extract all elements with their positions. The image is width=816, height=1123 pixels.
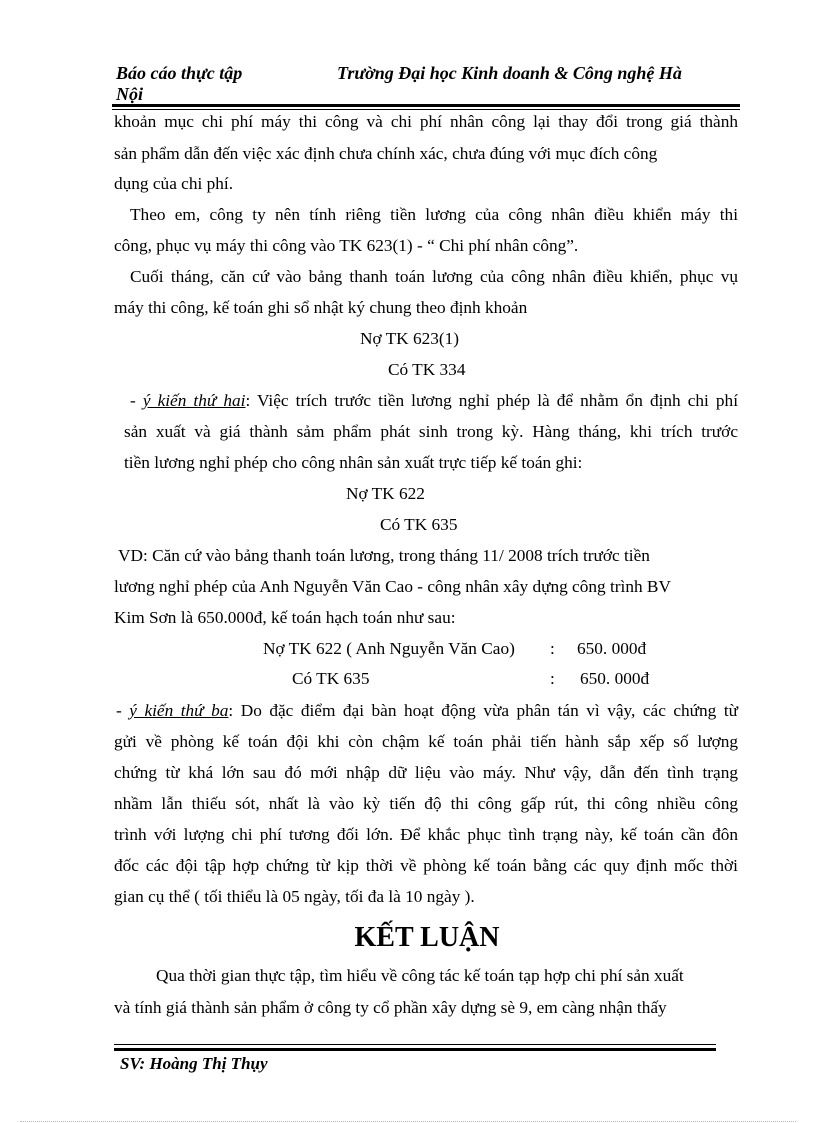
conclusion-line: và tính giá thành sản phẩm ở công ty cổ phần xây dựng sè 9, em càng nhận thấy [114,998,667,1017]
header-rule-thin [112,109,740,110]
example-line: lương nghỉ phép của Anh Nguyễn Văn Cao - công nhân xây dựng công trình BV [114,577,671,596]
body-line: sản xuất và giá thành sảm phẩm phát sinh trong kỳ. Hàng tháng, khi trích trước [124,422,738,441]
body-line: trình với lượng chi phí tương đối lớn. Để khắc phục tình trạng này, kế toán cần đôn [114,825,738,844]
footer-rule-thin [114,1044,716,1045]
body-line: Cuối tháng, căn cứ vào bảng thanh toán lương của công nhân điều khiển, phục vụ [130,267,738,286]
journal-credit-colon: : [550,669,555,688]
body-line: đốc các đội tập hợp chứng từ kịp thời về phòng kế toán bằng các quy định mốc thời [114,856,738,875]
opinion-two-label: ý kiến thứ hai [142,391,246,410]
example-line: Kim Sơn là 650.000đ, kế toán hạch toán như sau: [114,608,456,627]
header-rule-thick [112,104,740,107]
body-line: công, phục vụ máy thi công vào TK 623(1) - “ Chi phí nhân công”. [114,236,579,255]
body-line: gửi về phòng kế toán đội khi còn chậm kế toán phải tiến hành sắp xếp số lượng [114,732,738,751]
journal-debit-entry: Nợ TK 622 [346,484,425,503]
body-line: Theo em, công ty nên tính riêng tiền lương của công nhân điều khiển máy thi [130,205,738,224]
journal-debit-entry: Nợ TK 623(1) [360,329,460,348]
journal-credit-amount: 650. 000đ [580,669,650,688]
body-line: sản phẩm dẫn đến việc xác định chưa chính xác, chưa đúng với mục đích công [114,144,658,163]
header-report-title-cont: Nội [116,84,143,104]
body-line: nhầm lẫn thiếu sót, nhất là vào kỳ tiến độ thi công gấp rút, thi công nhiều công [114,794,738,813]
body-line: chứng từ khá lớn sau đó mới nhập dữ liệu vào máy. Như vậy, dẫn đến tình trạng [114,763,738,782]
journal-credit-entry: Có TK 635 [292,669,370,688]
conclusion-line: Qua thời gian thực tập, tìm hiểu về công tác kế toán tạp hợp chi phí sản xuất [156,966,684,985]
conclusion-heading: KẾT LUẬN [354,922,500,953]
opinion-three-text: : Do đặc điểm đại bàn hoạt động vừa phân tán vì vậy, các chứng từ [228,701,739,720]
body-line: dụng của chi phí. [114,174,234,193]
body-line: máy thi công, kế toán ghi sổ nhật ký chung theo định khoản [114,298,528,317]
opinion-three-line: - ý kiến thứ ba: Do đặc điểm đại bàn hoạt động vừa phân tán vì vậy, các chứng từ [116,701,739,720]
example-line: VD: Căn cứ vào bảng thanh toán lương, trong tháng 11/ 2008 trích trước tiền [118,546,650,565]
body-line: tiền lương nghỉ phép cho công nhân sản xuất trực tiếp kế toán ghi: [124,453,583,472]
header-report-title: Báo cáo thực tập [116,63,243,83]
journal-debit-colon: : [550,639,555,658]
header-university-name: Trường Đại học Kinh doanh & Công nghệ Hà [337,63,682,83]
footer-rule-thick [114,1048,716,1051]
journal-debit-entry: Nợ TK 622 ( Anh Nguyễn Văn Cao) [263,639,515,658]
footer-student-name: SV: Hoàng Thị Thụy [120,1054,268,1073]
opinion-two-line: - ý kiến thứ hai: Việc trích trước tiền lương nghỉ phép là để nhằm ổn định chi phí [130,391,738,410]
opinion-two-text: : Việc trích trước tiền lương nghỉ phép là để nhằm ổn định chi phí [245,391,738,410]
page-bottom-border [20,1121,796,1122]
body-line: khoản mục chi phí máy thi công và chi phí nhân công lại thay đổi trong giá thành [114,112,738,131]
body-line: gian cụ thể ( tối thiểu là 05 ngày, tối đa là 10 ngày ). [114,887,475,906]
journal-debit-amount: 650. 000đ [577,639,647,658]
opinion-three-label: ý kiến thứ ba [129,701,229,720]
journal-credit-entry: Có TK 635 [380,515,458,534]
journal-credit-entry: Có TK 334 [388,360,466,379]
